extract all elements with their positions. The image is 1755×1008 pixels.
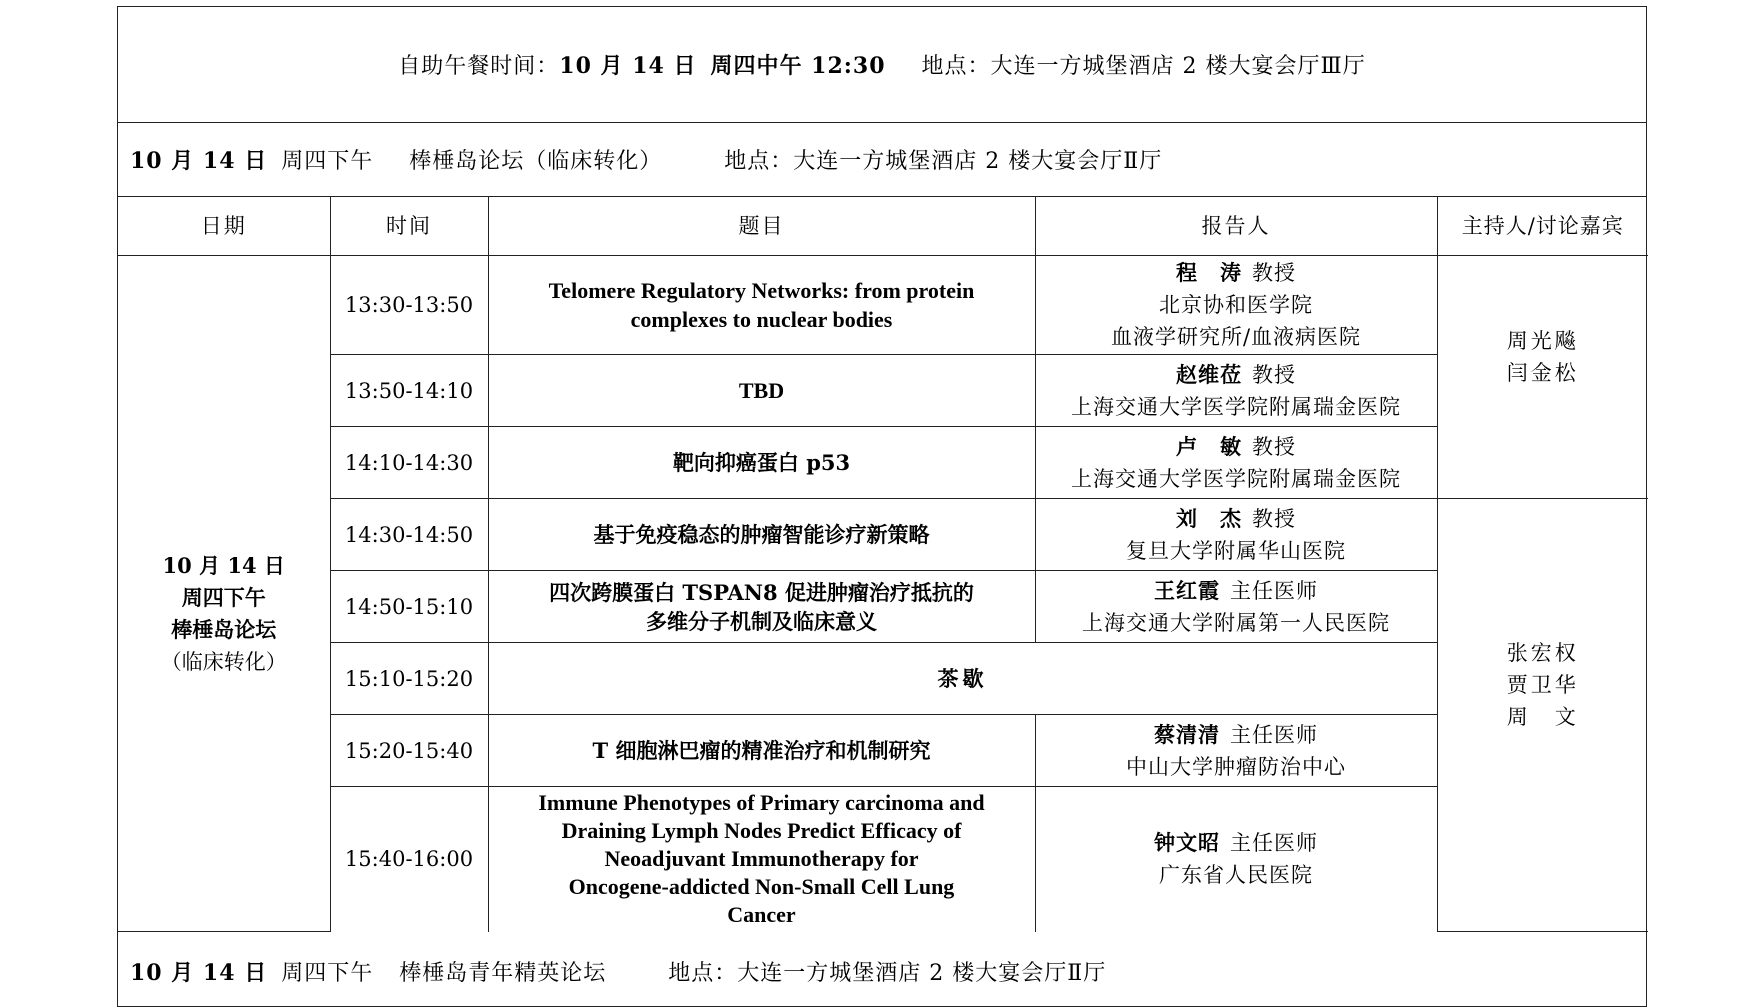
speaker-title: 主任医师 (1230, 722, 1318, 747)
time-cell: 14:10-14:30 (330, 427, 488, 499)
table-row (118, 355, 1648, 427)
topic-line: Oncogene-addicted Non-Small Cell Lung (568, 874, 955, 900)
speaker-title: 教授 (1252, 506, 1296, 531)
lunch-venue: 地点：大连一方城堡酒店 2 楼大宴会厅Ⅲ厅 (921, 54, 1366, 79)
topic-cell (488, 571, 1035, 643)
topic-line: 四次跨膜蛋白 TSPAN8 促进肿瘤治疗抵抗的 (549, 579, 974, 605)
table-row (118, 427, 1648, 499)
speaker-title: 主任医师 (1230, 578, 1318, 603)
date-line: 棒棰岛论坛 (171, 616, 277, 642)
table-row (118, 787, 1648, 932)
speaker-cell (1035, 787, 1437, 932)
speaker-cell (1035, 571, 1437, 643)
table-row (118, 643, 1648, 715)
topic-line: Telomere Regulatory Networks: from protein (548, 278, 975, 303)
header-date: 日期 (118, 197, 330, 256)
speaker-name: 赵维莅 (1176, 361, 1242, 387)
time-cell: 15:40-16:00 (330, 787, 488, 932)
table-row (118, 715, 1648, 787)
schedule-frame (117, 6, 1647, 1007)
speaker-org: 广东省人民医院 (1159, 863, 1313, 888)
break-cell: 茶歇 (488, 643, 1437, 715)
header-host: 主持人/讨论嘉宾 (1437, 197, 1648, 256)
topic-line: Cancer (727, 902, 796, 928)
table-header-row (118, 197, 1648, 256)
topic-line: Draining Lymph Nodes Predict Efficacy of (561, 818, 962, 844)
lunch-label: 自助午餐时间： (398, 54, 560, 79)
speaker-name: 卢 敏 (1176, 433, 1242, 459)
table-row (118, 571, 1648, 643)
header-time: 时间 (330, 197, 488, 256)
topic-line: Neoadjuvant Immunotherapy for (604, 846, 919, 872)
speaker-cell (1035, 427, 1437, 499)
lunch-banner (118, 7, 1646, 123)
section-weekday: 周四下午 (281, 960, 374, 986)
speaker-title: 教授 (1252, 261, 1296, 285)
time-cell: 13:50-14:10 (330, 355, 488, 427)
topic-cell: 靶向抑癌蛋白 p53 (488, 427, 1035, 499)
section-weekday: 周四下午 (281, 149, 374, 174)
speaker-org: 上海交通大学医学院附属瑞金医院 (1071, 394, 1401, 419)
section-venue: 地点：大连一方城堡酒店 2 楼大宴会厅Ⅱ厅 (724, 149, 1163, 174)
time-cell: 14:50-15:10 (330, 571, 488, 643)
lunch-date: 10 月 14 日 (559, 53, 697, 79)
topic-line: 多维分子机制及临床意义 (646, 608, 877, 634)
topic-line: Immune Phenotypes of Primary carcinoma and (538, 790, 985, 816)
date-line: 周四下午 (181, 584, 266, 610)
time-cell: 13:30-13:50 (330, 256, 488, 355)
schedule-table (118, 197, 1648, 932)
section-venue: 地点：大连一方城堡酒店 2 楼大宴会厅Ⅱ厅 (668, 960, 1107, 986)
section-date: 10 月 14 日 (130, 148, 268, 174)
host-name: 周光飚 (1506, 329, 1579, 353)
topic-cell: TBD (488, 355, 1035, 427)
topic-cell (488, 787, 1035, 932)
speaker-title: 教授 (1252, 362, 1296, 387)
header-speaker: 报告人 (1035, 197, 1437, 256)
speaker-org: 上海交通大学医学院附属瑞金医院 (1071, 466, 1401, 491)
host-cell (1437, 256, 1648, 499)
topic-line: complexes to nuclear bodies (630, 307, 893, 332)
header-topic: 题目 (488, 197, 1035, 256)
speaker-org: 中山大学肿瘤防治中心 (1126, 754, 1346, 779)
table-row (118, 499, 1648, 571)
speaker-org: 北京协和医学院 (1159, 293, 1313, 317)
speaker-org: 上海交通大学附属第一人民医院 (1082, 610, 1390, 635)
section-date: 10 月 14 日 (130, 959, 268, 986)
table-row (118, 256, 1648, 355)
lunch-time: 周四中午 12:30 (710, 53, 886, 79)
section-forum: 棒棰岛论坛（临床转化） (409, 149, 663, 174)
time-cell: 14:30-14:50 (330, 499, 488, 571)
speaker-cell (1035, 499, 1437, 571)
section-header-top (118, 123, 1646, 197)
speaker-title: 教授 (1252, 434, 1296, 459)
speaker-name: 程 涛 (1176, 260, 1242, 285)
speaker-cell (1035, 256, 1437, 355)
host-name: 张宏权 (1506, 641, 1579, 665)
speaker-name: 王红霞 (1154, 577, 1220, 603)
speaker-name: 钟文昭 (1154, 830, 1220, 856)
topic-cell: T 细胞淋巴瘤的精准治疗和机制研究 (488, 715, 1035, 787)
speaker-cell (1035, 715, 1437, 787)
topic-cell (488, 256, 1035, 355)
section-header-bottom (118, 934, 1646, 1008)
date-line: （临床转化） (160, 649, 287, 674)
speaker-org: 复旦大学附属华山医院 (1126, 538, 1346, 563)
time-cell: 15:10-15:20 (330, 643, 488, 715)
speaker-name: 蔡清清 (1154, 721, 1220, 747)
date-line: 10 月 14 日 (162, 552, 285, 578)
date-cell (118, 256, 330, 932)
host-name: 闫金松 (1506, 361, 1579, 385)
host-name: 周 文 (1506, 705, 1579, 729)
host-cell (1437, 499, 1648, 932)
topic-cell: 基于免疫稳态的肿瘤智能诊疗新策略 (488, 499, 1035, 571)
speaker-cell (1035, 355, 1437, 427)
host-name: 贾卫华 (1506, 673, 1579, 697)
speaker-name: 刘 杰 (1176, 505, 1242, 531)
section-forum: 棒棰岛青年精英论坛 (399, 960, 607, 986)
speaker-title: 主任医师 (1230, 831, 1318, 856)
time-cell: 15:20-15:40 (330, 715, 488, 787)
speaker-org: 血液学研究所/血液病医院 (1110, 325, 1362, 349)
